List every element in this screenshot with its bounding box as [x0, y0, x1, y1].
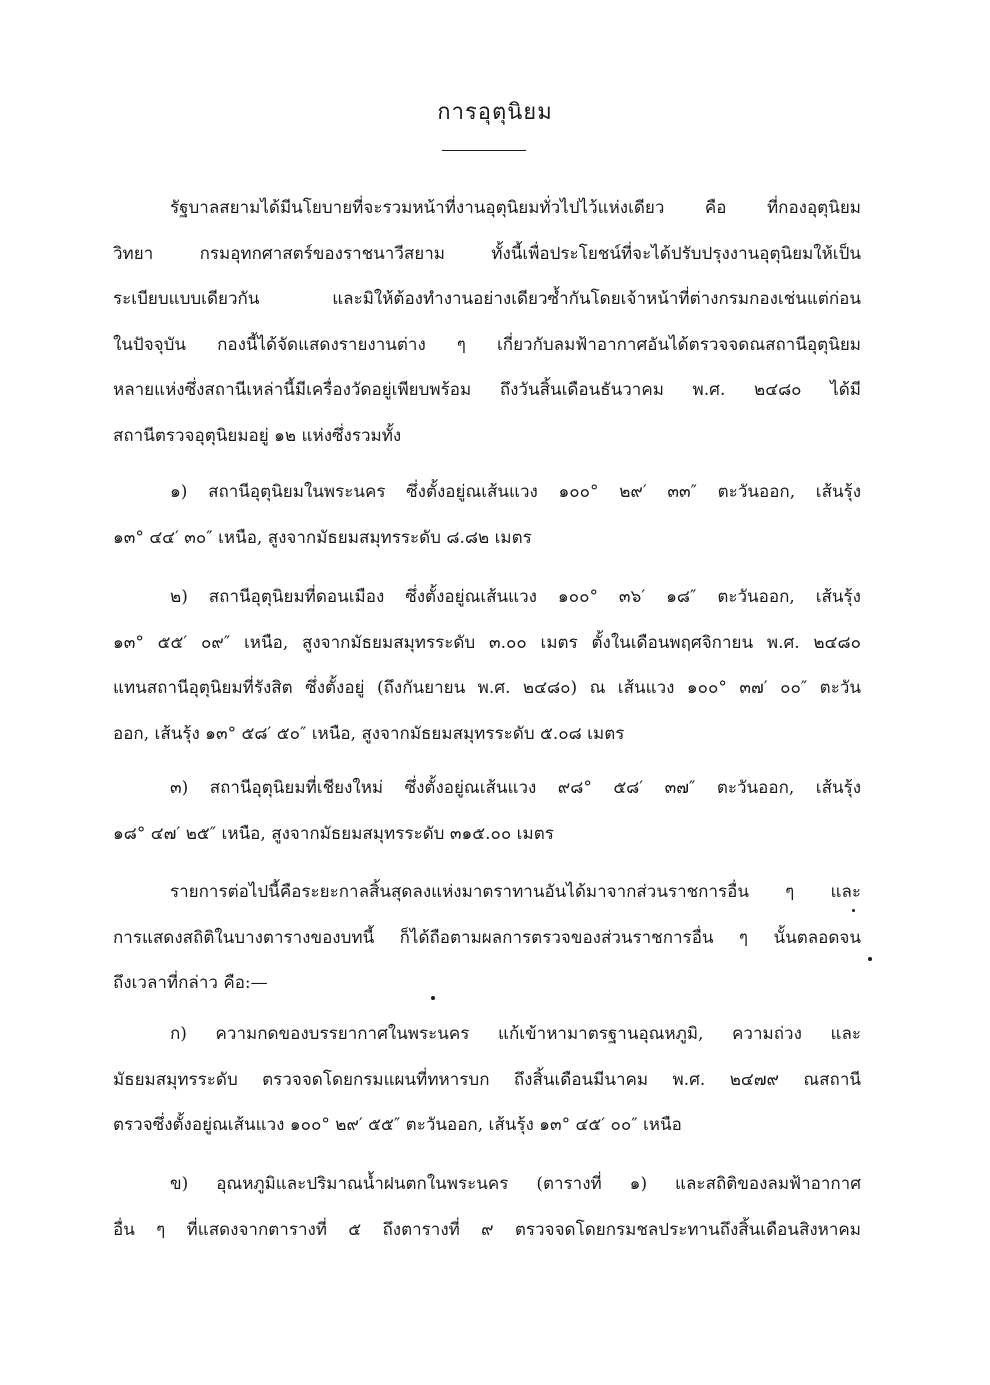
scan-speck — [431, 996, 435, 1000]
title-underline — [442, 150, 526, 151]
text-line: สถานีตรวจอุตุนิยมอยู่ ๑๒ แห่งซึ่งรวมทั้ง — [113, 425, 402, 446]
paragraph-intro — [113, 186, 861, 459]
paragraph-station-donmueang — [113, 575, 861, 757]
text-line: วิทยา กรมอุทกศาสตร์ของราชนาวีสยาม ทั้งนี้เพื่อประโยชน์ที่จะได้ปรับปรุงงานอุตุนิยมให้เป็น — [113, 243, 861, 264]
text-line: การแสดงสถิติในบางตารางของบทนี้ ก็ได้ถือตามผลการตรวจของส่วนราชการอื่น ๆ นั้นตลอดจน — [113, 927, 861, 948]
paragraph-item-ka — [113, 1012, 861, 1149]
text-line: ในปัจจุบัน กองนี้ได้จัดแสดงรายงานต่าง ๆ เกี่ยวกับลมฟ้าอากาศอันได้ตรวจจดณสถานีอุตุนิยม — [113, 334, 861, 355]
scan-speck — [852, 909, 855, 912]
text-line: ถึงเวลาที่กล่าว คือ:— — [113, 973, 268, 993]
scan-speck — [868, 957, 872, 961]
text-line: รายการต่อไปนี้คือระยะกาลสิ้นสุดลงแห่งมาตราทานอันได้มาจากส่วนราชการอื่น ๆ และ — [170, 882, 861, 902]
text-line: อื่น ๆ ที่แสดงจากตารางที่ ๕ ถึงตารางที่ ๙ ตรวจจดโดยกรมชลประทานถึงสิ้นเดือนสิงหาคม — [113, 1219, 861, 1240]
text-line: ตรวจซึ่งตั้งอยู่ณเส้นแวง ๑๐๐° ๒๙′ ๕๕″ ตะวันออก, เส้นรุ้ง ๑๓° ๔๕′ ๐๐″ เหนือ — [113, 1115, 682, 1135]
text-line: แทนสถานีอุตุนิยมที่รังสิต ซึ่งตั้งอยู่ (ถึงกันยายน พ.ศ. ๒๔๘๐) ณ เส้นแวง ๑๐๐° ๓๗′ ๐๐″ ตะวัน — [113, 678, 861, 698]
text-line: ออก, เส้นรุ้ง ๑๓° ๕๘′ ๕๐″ เหนือ, สูงจากมัธยมสมุทรระดับ ๕.๐๘ เมตร — [113, 723, 625, 744]
paragraph-item-kho — [113, 1162, 861, 1253]
paragraph-following-list — [113, 870, 861, 1007]
text-line: รัฐบาลสยามได้มีนโยบายที่จะรวมหน้าที่งานอุตุนิยมทั่วไปไว้แห่งเดียว คือ ที่กองอุตุนิยม — [170, 198, 861, 218]
text-line: หลายแห่งซึ่งสถานีเหล่านี้มีเครื่องวัดอยู่เพียบพร้อม ถึงวันสิ้นเดือนธันวาคม พ.ศ. ๒๔๘๐ ได้มี — [113, 380, 861, 400]
text-line: ๑๘° ๔๗′ ๒๕″ เหนือ, สูงจากมัธยมสมุทรระดับ ๓๑๕.๐๐ เมตร — [113, 823, 554, 844]
text-line: ก) ความกดของบรรยากาศในพระนคร แก้เข้าหามาตรฐานอุณหภูมิ, ความถ่วง และ — [170, 1024, 861, 1044]
paragraph-station-chiangmai — [113, 766, 861, 857]
text-line: ๑๓° ๔๔′ ๓๐″ เหนือ, สูงจากมัธยมสมุทรระดับ ๘.๘๒ เมตร — [113, 527, 532, 548]
page-title: การอุตุนิยม — [437, 100, 553, 125]
text-line: มัธยมสมุทรระดับ ตรวจจดโดยกรมแผนที่ทหารบก ถึงสิ้นเดือนมีนาคม พ.ศ. ๒๔๗๙ ณสถานี — [113, 1069, 861, 1090]
text-line: ระเบียบแบบเดียวกัน และมิให้ต้องทำงานอย่างเดียวซ้ำกันโดยเจ้าหน้าที่ต่างกรมกองเช่นแต่ก่อน — [113, 289, 861, 309]
text-line: ๓) สถานีอุตุนิยมที่เชียงใหม่ ซึ่งตั้งอยู่ณเส้นแวง ๙๘° ๕๘′ ๓๗″ ตะวันออก, เส้นรุ้ง — [170, 778, 861, 798]
text-line: ๑) สถานีอุตุนิยมในพระนคร ซึ่งตั้งอยู่ณเส้นแวง ๑๐๐° ๒๙′ ๓๓″ ตะวันออก, เส้นรุ้ง — [170, 482, 861, 502]
text-line: ข) อุณหภูมิและปริมาณน้ำฝนตกในพระนคร (ตารางที่ ๑) และสถิติของลมฟ้าอากาศ — [170, 1174, 861, 1194]
text-line: ๒) สถานีอุตุนิยมที่ดอนเมือง ซึ่งตั้งอยู่ณเส้นแวง ๑๐๐° ๓๖′ ๑๘″ ตะวันออก, เส้นรุ้ง — [170, 587, 861, 607]
paragraph-station-bangkok — [113, 470, 861, 561]
text-line: ๑๓° ๕๕′ ๐๙″ เหนือ, สูงจากมัธยมสมุทรระดับ ๓.๐๐ เมตร ตั้งในเดือนพฤศจิกายน พ.ศ. ๒๔๘๐ — [113, 632, 861, 653]
